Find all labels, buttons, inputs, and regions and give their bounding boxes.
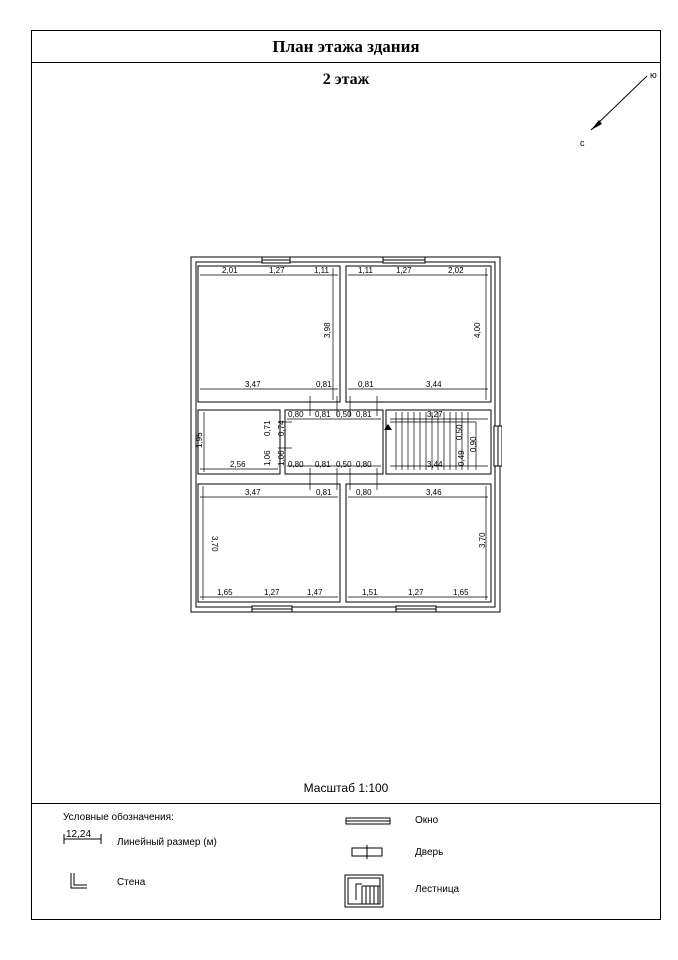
room-bottom-right bbox=[346, 484, 491, 602]
dim-mid-v-1: 0,71 bbox=[263, 420, 272, 436]
legend-door-label: Дверь bbox=[415, 847, 444, 858]
dim-bl-top-2: 0,81 bbox=[316, 488, 332, 497]
dim-tl-top-3: 1,11 bbox=[314, 266, 329, 275]
dim-mid-bottom-1: 0,80 bbox=[288, 460, 304, 469]
wall-corner-icon bbox=[69, 871, 89, 891]
dim-tl-side: 3,98 bbox=[323, 322, 332, 338]
compass-south-label: с bbox=[580, 138, 585, 148]
floor-plan bbox=[190, 256, 502, 614]
dim-bl-side: 3,70 bbox=[210, 536, 219, 552]
dim-stair-v-1: 0,50 bbox=[455, 424, 464, 440]
legend-dimension-sample bbox=[63, 829, 103, 850]
dim-tr-top-1: 1,11 bbox=[358, 266, 373, 275]
dim-mid-bottom-3: 0,50 bbox=[336, 460, 352, 469]
dim-tr-top-3: 2,02 bbox=[448, 266, 464, 275]
dim-tl-bottom-1: 3,47 bbox=[245, 380, 261, 389]
dim-bl-top-1: 3,47 bbox=[245, 488, 261, 497]
dim-mid-top-3: 0,50 bbox=[336, 410, 352, 419]
dim-mid-v-4: 1,06 bbox=[277, 450, 286, 466]
legend-stairs-symbol bbox=[344, 874, 384, 911]
dim-tr-top-2: 1,27 bbox=[396, 266, 412, 275]
legend-door-symbol bbox=[350, 845, 386, 862]
dimension-sample-value: 12,24 bbox=[66, 829, 92, 840]
legend-stairs-label: Лестница bbox=[415, 884, 460, 895]
dim-tr-bottom-1: 0,81 bbox=[358, 380, 374, 389]
dim-stair-v-2: 0,49 bbox=[457, 450, 466, 466]
dim-mid-top-4: 0,81 bbox=[356, 410, 372, 419]
legend-divider bbox=[32, 803, 660, 804]
dim-tl-bottom-2: 0,81 bbox=[316, 380, 332, 389]
stair-arrow-icon bbox=[384, 424, 392, 430]
dim-mid-v-3: 1,06 bbox=[263, 450, 272, 466]
dim-mid-left-bottom: 2,56 bbox=[230, 460, 246, 469]
compass bbox=[575, 68, 665, 148]
dim-mid-top-1: 0,80 bbox=[288, 410, 304, 419]
dim-br-bottom-1: 1,51 bbox=[362, 588, 378, 597]
dim-tl-top-2: 1,27 bbox=[269, 266, 285, 275]
legend-heading: Условные обозначения: bbox=[63, 812, 174, 823]
legend-dimension-label: Линейный размер (м) bbox=[117, 837, 217, 848]
dim-br-bottom-2: 1,27 bbox=[408, 588, 424, 597]
dim-br-bottom-3: 1,65 bbox=[453, 588, 469, 597]
dim-br-top-2: 3,46 bbox=[426, 488, 442, 497]
dim-mid-bottom-2: 0,81 bbox=[315, 460, 331, 469]
dim-br-top-1: 0,80 bbox=[356, 488, 372, 497]
window-icon bbox=[345, 816, 391, 826]
dim-tr-side: 4,00 bbox=[473, 322, 482, 338]
legend-window-label: Окно bbox=[415, 815, 439, 826]
stairs-icon bbox=[344, 874, 384, 908]
scale-label: Масштаб 1:100 bbox=[303, 781, 389, 795]
dim-br-side: 3,70 bbox=[478, 532, 487, 548]
dim-tl-top-1: 2,01 bbox=[222, 266, 238, 275]
dim-bl-bottom-2: 1,27 bbox=[264, 588, 280, 597]
dim-stair-top: 3,27 bbox=[427, 410, 443, 419]
door-icon bbox=[350, 845, 386, 859]
dim-stair-v-3: 0,90 bbox=[469, 436, 478, 452]
dim-tr-bottom-2: 3,44 bbox=[426, 380, 442, 389]
dim-mid-bottom-4: 0,80 bbox=[356, 460, 372, 469]
compass-north-label: ю bbox=[650, 70, 657, 80]
page-title: План этажа здания bbox=[32, 31, 660, 63]
dim-mid-left-side: 1,95 bbox=[195, 432, 204, 448]
floor-title: 2 этаж bbox=[322, 71, 370, 88]
dim-bl-bottom-1: 1,65 bbox=[217, 588, 233, 597]
legend-wall-label: Стена bbox=[117, 877, 146, 888]
dim-mid-v-2: 0,74 bbox=[277, 420, 286, 436]
legend-wall-symbol bbox=[69, 871, 89, 894]
legend-window-symbol bbox=[345, 816, 391, 829]
dim-mid-top-2: 0,81 bbox=[315, 410, 331, 419]
dim-stair-bottom: 3,44 bbox=[427, 460, 443, 469]
dim-bl-bottom-3: 1,47 bbox=[307, 588, 323, 597]
